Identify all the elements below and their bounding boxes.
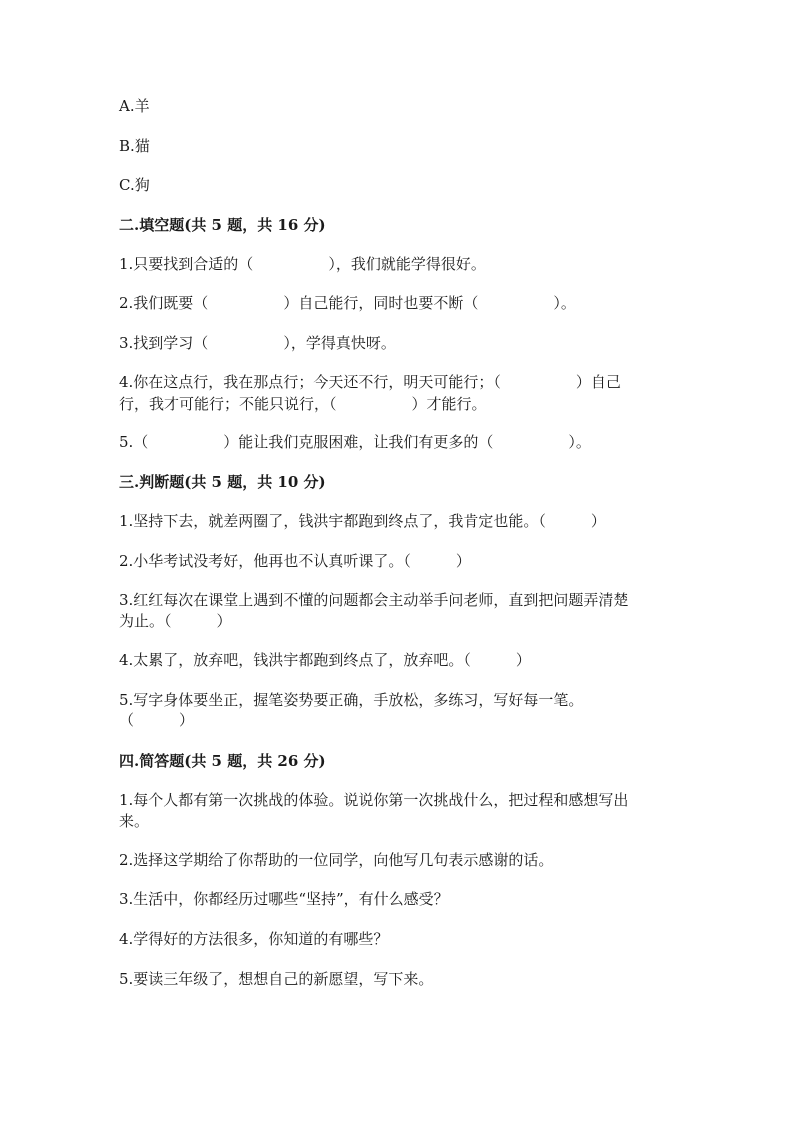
question: 1.每个人都有第一次挑战的体验。说说你第一次挑战什么，把过程和感想写出: [119, 791, 629, 809]
question: 3.生活中，你都经历过哪些“坚持”，有什么感受？: [119, 890, 449, 908]
question: 1.只要找到合适的（ ），我们就能学得很好。: [119, 255, 486, 273]
question: 5.（ ）能让我们克服困难，让我们有更多的（ ）。: [119, 433, 591, 451]
question: 3.红红每次在课堂上遇到不懂的问题都会主动举手问老师，直到把问题弄清楚: [119, 591, 629, 609]
question-continuation: （ ）: [119, 711, 195, 729]
question: 2.选择这学期给了你帮助的一位同学，向他写几句表示感谢的话。: [119, 851, 554, 869]
question: 5.要读三年级了，想想自己的新愿望，写下来。: [119, 970, 434, 988]
question: 2.小华考试没考好，他再也不认真听课了。（ ）: [119, 552, 471, 570]
question: 4.太累了，放弃吧，钱洪宇都跑到终点了，放弃吧。（ ）: [119, 651, 531, 669]
question: 3.找到学习（ ），学得真快呀。: [119, 334, 396, 352]
section3-title: 三.判断题(共 5 题，共 10 分): [119, 473, 326, 491]
option-a: A.羊: [119, 97, 150, 115]
question: 1.坚持下去，就差两圈了，钱洪宇都跑到终点了，我肯定也能。（ ）: [119, 512, 606, 530]
option-c: C.狗: [119, 176, 150, 194]
section2-title: 二.填空题(共 5 题，共 16 分): [119, 216, 326, 234]
question-continuation: 行，我才可能行；不能只说行，（ ）才能行。: [119, 395, 487, 413]
question-continuation: 为止。（ ）: [119, 612, 232, 630]
question: 4.你在这点行，我在那点行；今天还不行，明天可能行；（ ）自己: [119, 373, 621, 391]
question: 5.写字身体要坐正，握笔姿势要正确，手放松，多练习，写好每一笔。: [119, 691, 584, 709]
question-continuation: 来。: [119, 812, 150, 830]
question: 2.我们既要（ ）自己能行，同时也要不断（ ）。: [119, 294, 576, 312]
option-b: B.猫: [119, 137, 150, 155]
question: 4.学得好的方法很多，你知道的有哪些？: [119, 930, 389, 948]
section4-title: 四.简答题(共 5 题，共 26 分): [119, 752, 326, 770]
